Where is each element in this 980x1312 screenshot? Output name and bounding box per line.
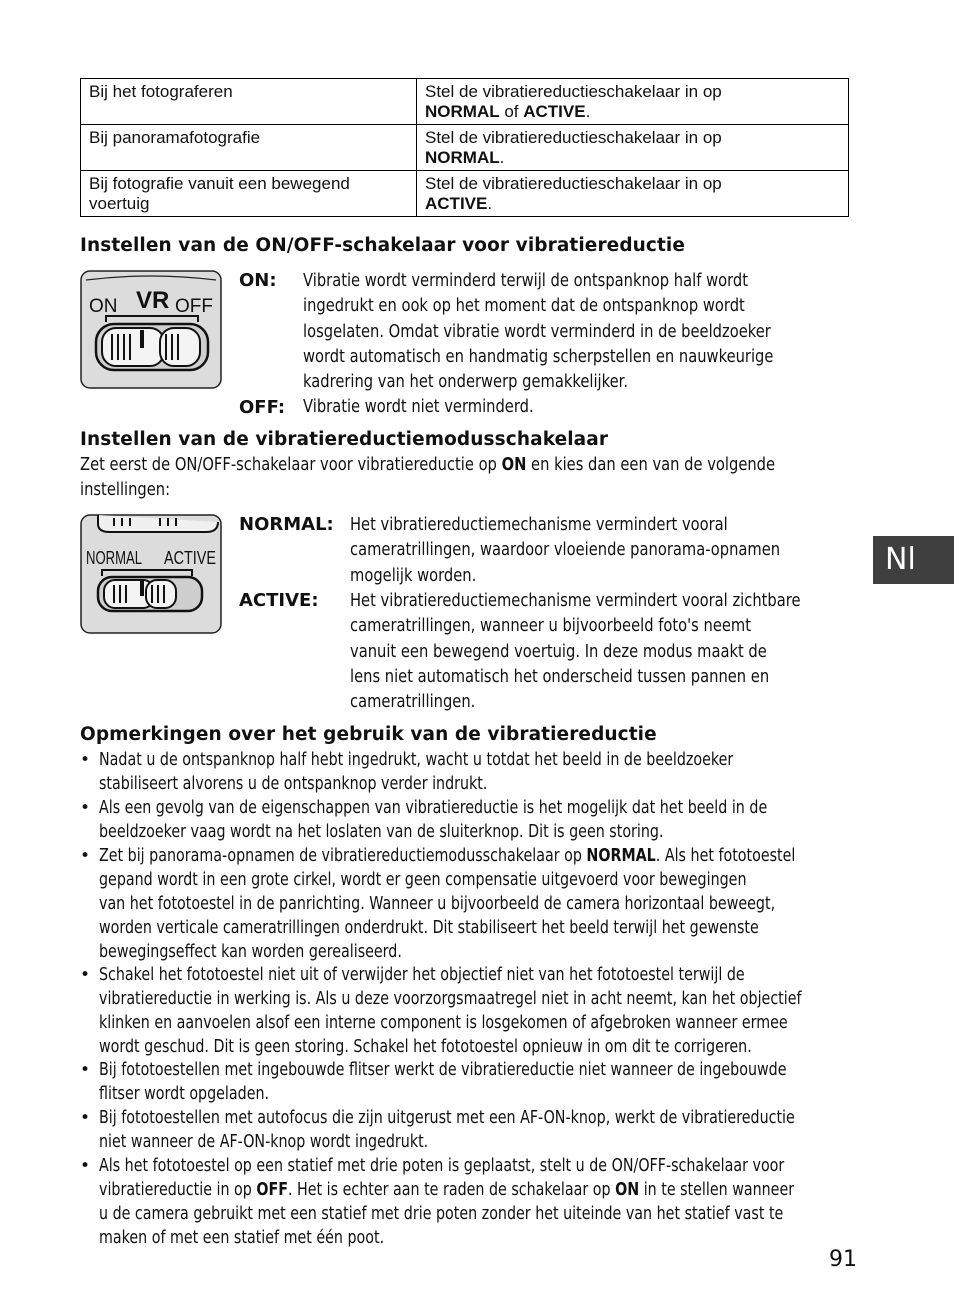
on-description: Vibratie wordt verminderd terwijl de ontspanknop half wordt ingedrukt en ook op het moment dat de ontspanknop wordt losgelaten. Omdat vibratie wordt verminderd in de beeldzoeker wordt automatisch en handmatig scherpstellen en nauwkeurige kadrering van het onderwerp gemakkelijker.: [303, 271, 774, 393]
bullet-icon: •: [80, 846, 91, 866]
settings-table: [80, 78, 849, 217]
table-cell-situation: Bij panoramafotografie: [81, 125, 417, 171]
vr-onoff-switch-illustration: [80, 270, 222, 390]
off-description: Vibratie wordt niet verminderd.: [303, 397, 534, 417]
language-tab: Nl: [873, 536, 954, 584]
bullet-icon: •: [80, 1156, 91, 1176]
term-normal: NORMAL:: [239, 514, 334, 535]
term-off: OFF:: [239, 397, 286, 418]
bullet-icon: •: [80, 965, 91, 985]
mode-intro: Zet eerst de ON/OFF-schakelaar voor vibratiereductie op ON en kies dan een van de volgende instellingen:: [80, 455, 776, 501]
section-heading-onoff: Instellen van de ON/OFF-schakelaar voor vibratiereductie: [80, 235, 686, 256]
table-row: [81, 171, 849, 217]
bullet-icon: •: [80, 750, 91, 770]
bullet-icon: •: [80, 1060, 91, 1080]
section-heading-notes: Opmerkingen over het gebruik van de vibratiereductie: [80, 724, 657, 745]
switch-label-on: ON: [89, 296, 118, 317]
table-cell-setting: Stel de vibratiereductieschakelaar in op ACTIVE.: [417, 171, 849, 217]
table-row: [81, 125, 849, 171]
table-cell-situation: Bij fotografie vanuit een bewegend voertuig: [81, 171, 417, 217]
normal-description: Het vibratiereductiemechanisme vermindert vooral cameratrillingen, waardoor vloeiende panorama-opnamen mogelijk worden.: [350, 515, 781, 586]
switch-label-off: OFF: [175, 296, 213, 317]
active-description: Het vibratiereductiemechanisme vermindert vooral zichtbare cameratrillingen, wanneer u bijvoorbeeld foto's neemt vanuit een bewegend voertuig. In deze modus maakt de lens niet automatisch het onderscheid tussen pannen en cameratrillingen.: [350, 591, 801, 713]
page-number: 91: [829, 1247, 857, 1272]
switch-label-active: ACTIVE: [164, 548, 216, 568]
table-cell-setting: Stel de vibratiereductieschakelaar in op NORMAL of ACTIVE.: [417, 79, 849, 125]
term-active: ACTIVE:: [239, 590, 319, 611]
table-cell-situation: Bij het fotograferen: [81, 79, 417, 125]
switch-label-vr: VR: [136, 287, 170, 314]
section-heading-mode: Instellen van de vibratiereductiemodusschakelaar: [80, 429, 609, 450]
bullet-icon: •: [80, 798, 91, 818]
bullet-icon: •: [80, 1108, 91, 1128]
table-cell-setting: Stel de vibratiereductieschakelaar in op NORMAL.: [417, 125, 849, 171]
term-on: ON:: [239, 270, 277, 291]
vr-mode-switch-illustration: [80, 514, 222, 635]
table-row: [81, 79, 849, 125]
switch-label-normal: NORMAL: [86, 548, 142, 568]
